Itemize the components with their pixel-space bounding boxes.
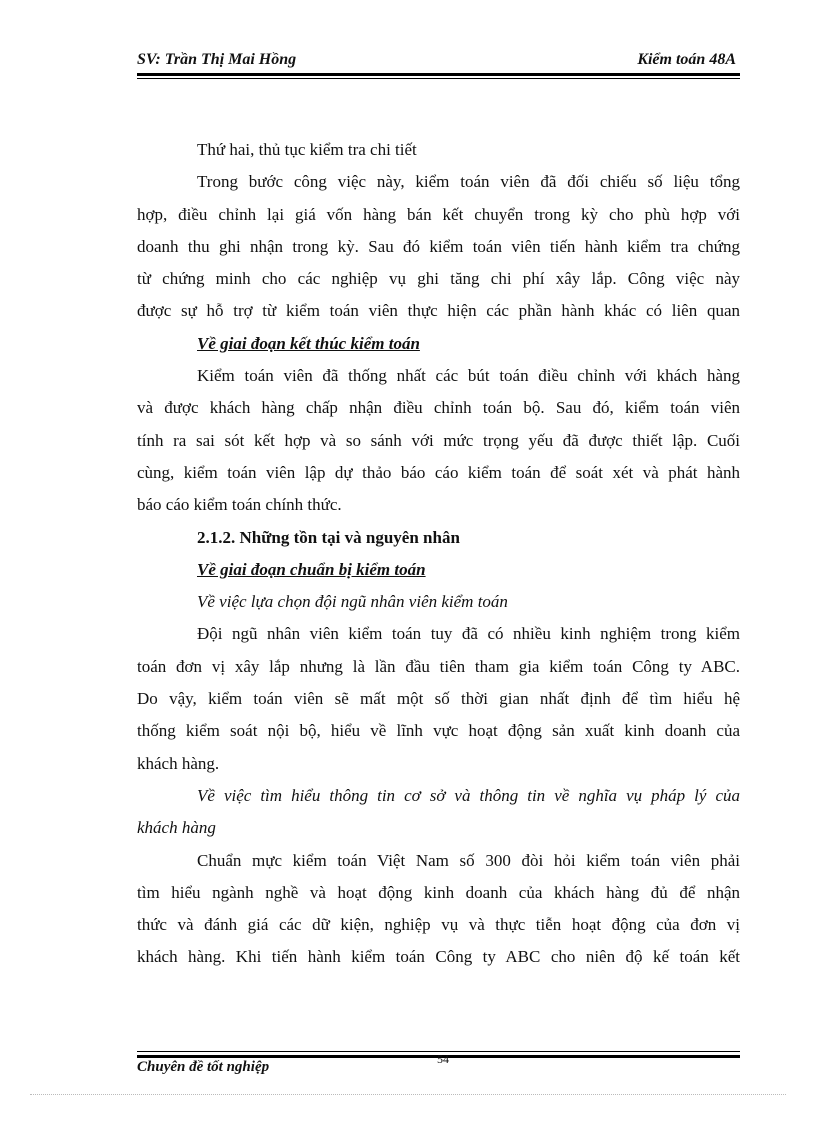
header-rule-thin [137, 78, 740, 79]
page-header [137, 50, 740, 72]
header-rule-thick [137, 73, 740, 76]
body-line: báo cáo kiểm toán chính thức. [137, 495, 342, 515]
page-bottom-border [30, 1094, 786, 1095]
page-number: 54 [437, 1052, 449, 1066]
document-body [137, 134, 740, 974]
body-line: và được khách hàng chấp nhận điều chỉnh toán bộ. Sau đó, kiểm toán viên [137, 398, 740, 418]
body-line: thức và đánh giá các dữ kiện, nghiệp vụ và thực tiễn hoạt động của đơn vị [137, 915, 740, 935]
header-student-name: SV: Trần Thị Mai Hồng [137, 51, 297, 68]
body-line: doanh thu ghi nhận trong kỳ. Sau đó kiểm toán viên tiến hành kiểm tra chứng [137, 236, 740, 256]
body-line: từ chứng minh cho các nghiệp vụ ghi tăng chi phí xây lắp. Công việc này [137, 269, 740, 289]
body-line: khách hàng [137, 818, 216, 838]
body-line: tìm hiểu ngành nghề và hoạt động kinh doanh của khách hàng đủ để nhận [137, 882, 740, 902]
body-line: khách hàng. [137, 753, 220, 773]
body-line: Về việc tìm hiểu thông tin cơ sở và thông tin về nghĩa vụ pháp lý của [197, 785, 740, 805]
body-line: Thứ hai, thủ tục kiểm tra chi tiết [197, 140, 417, 159]
body-line: Trong bước công việc này, kiểm toán viên đã đối chiếu số liệu tổng [197, 172, 740, 192]
body-line: Do vậy, kiểm toán viên sẽ mất một số thời gian nhất định để tìm hiểu hệ [137, 689, 740, 709]
body-line: Kiểm toán viên đã thống nhất các bút toán điều chỉnh với khách hàng [197, 366, 740, 386]
body-line: hợp, điều chỉnh lại giá vốn hàng bán kết chuyển trong kỳ cho phù hợp với [137, 204, 740, 224]
body-line: Về giai đoạn kết thúc kiểm toán [197, 333, 420, 353]
body-line: 2.1.2. Những tồn tại và nguyên nhân [197, 527, 460, 547]
body-line: thống kiểm soát nội bộ, hiểu về lĩnh vực hoạt động sản xuất kinh doanh của [137, 721, 740, 741]
body-line: cùng, kiểm toán viên lập dự thảo báo cáo kiểm toán để soát xét và phát hành [137, 462, 740, 482]
body-line: toán đơn vị xây lắp nhưng là lần đầu tiên tham gia kiểm toán Công ty ABC. [137, 656, 740, 676]
body-line: Về giai đoạn chuẩn bị kiểm toán [197, 559, 426, 579]
body-line: khách hàng. Khi tiến hành kiểm toán Công ty ABC cho niên độ kế toán kết [137, 947, 740, 967]
body-line: Về việc lựa chọn đội ngũ nhân viên kiểm toán [197, 592, 508, 612]
body-line: tính ra sai sót kết hợp và so sánh với mức trọng yếu đã được thiết lập. Cuối [137, 430, 740, 450]
footer-title: Chuyên đề tốt nghiệp [137, 1059, 270, 1075]
body-line: Đội ngũ nhân viên kiểm toán tuy đã có nhiều kinh nghiệm trong kiểm [197, 624, 740, 644]
body-line: được sự hỗ trợ từ kiểm toán viên thực hiện các phần hành khác có liên quan [137, 301, 740, 321]
body-line: Chuẩn mực kiểm toán Việt Nam số 300 đòi hỏi kiểm toán viên phải [197, 850, 740, 870]
header-class: Kiểm toán 48A [637, 51, 736, 68]
